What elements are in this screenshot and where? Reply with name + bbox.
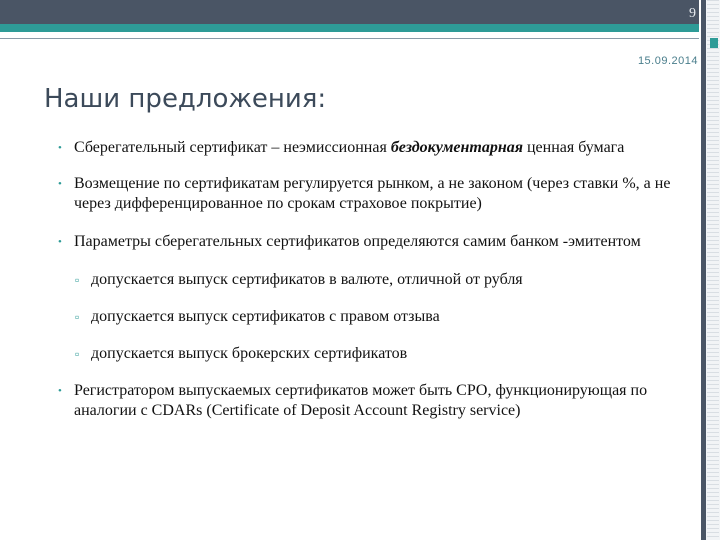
bullet-text: Возмещение по сертификатам регулируется рынком, а не законом (через ставки %, а не через дифференцированное по срокам страховое покрытие) xyxy=(74,175,671,212)
slide-date: 15.09.2014 xyxy=(637,55,698,67)
bullet-item xyxy=(58,232,688,252)
sub-bullet-item xyxy=(75,270,688,290)
bullet-icon: • xyxy=(58,236,62,248)
sub-bullet-icon: ▫ xyxy=(75,310,80,324)
bullet-text-emphasis: бездокументарная xyxy=(390,139,523,156)
sub-bullet-text: допускается выпуск сертификатов с правом отзыва xyxy=(91,308,440,325)
sub-bullet-item xyxy=(75,307,688,327)
slide-title: Наши предложения: xyxy=(44,84,327,114)
bullet-item xyxy=(58,174,688,214)
sub-bullet-icon: ▫ xyxy=(75,273,80,287)
header-bar xyxy=(0,0,699,24)
slide-content xyxy=(58,138,688,421)
right-accent-block xyxy=(710,38,718,48)
right-vertical-bar xyxy=(701,0,706,540)
accent-strip xyxy=(0,24,699,32)
sub-bullet-item xyxy=(75,344,688,364)
bullet-text-start: Сберегательный сертификат – неэмиссионная xyxy=(74,139,391,156)
slide-number: 9 xyxy=(689,6,696,21)
header-divider xyxy=(0,38,699,39)
bullet-icon: • xyxy=(58,178,62,190)
sub-bullet-icon: ▫ xyxy=(75,347,80,361)
bullet-text: Регистратором выпускаемых сертификатов может быть СРО, функционирующая по аналогии с CDARs (Certificate of Deposit Account Registry service) xyxy=(74,382,648,419)
bullet-item xyxy=(58,138,688,158)
bullet-icon: • xyxy=(58,385,62,397)
sub-bullet-text: допускается выпуск брокерских сертификатов xyxy=(91,345,408,362)
right-dotted-pattern xyxy=(707,0,719,540)
bullet-text-end: ценная бумага xyxy=(522,139,625,156)
bullet-icon: • xyxy=(58,142,62,154)
bullet-item xyxy=(58,381,688,421)
bullet-text: Параметры сберегательных сертификатов определяются самим банком -эмитентом xyxy=(74,233,641,250)
sub-bullet-text: допускается выпуск сертификатов в валюте, отличной от рубля xyxy=(91,271,523,288)
